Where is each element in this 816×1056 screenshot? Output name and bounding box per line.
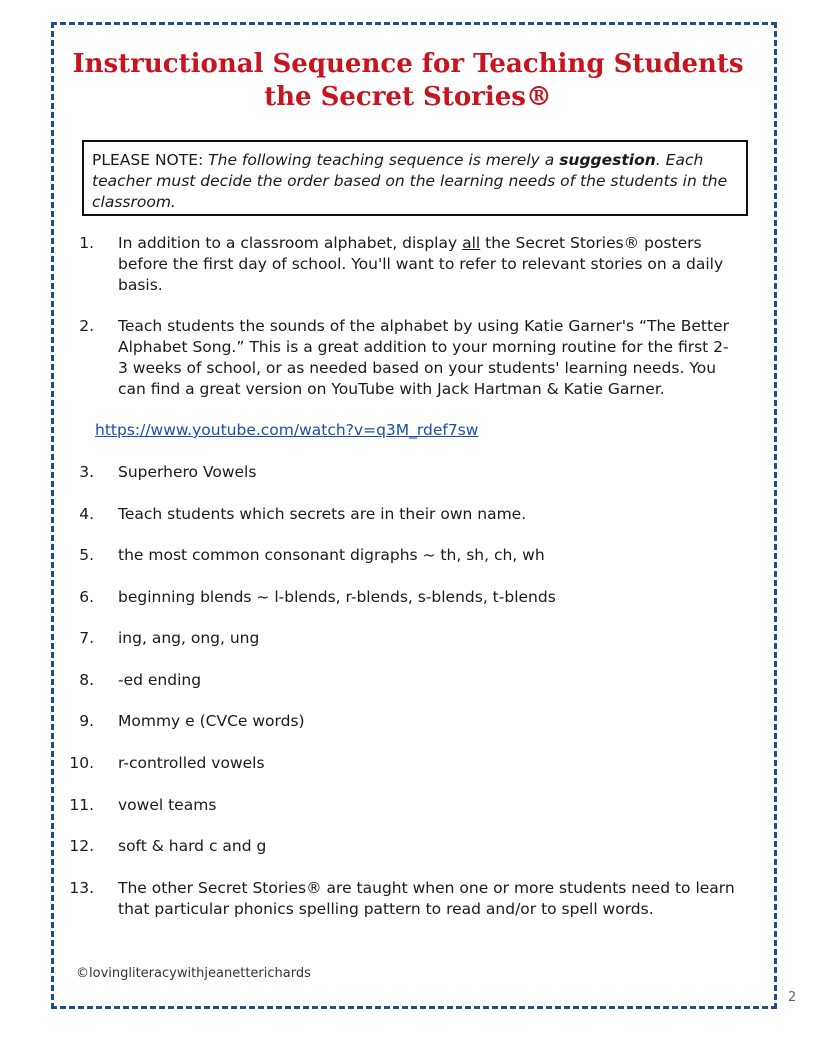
item-number: 6. — [79, 588, 94, 606]
note-box — [82, 140, 748, 216]
item-text: r-controlled vowels — [118, 754, 265, 772]
item-text: Superhero Vowels — [118, 463, 257, 481]
item-number: 4. — [79, 505, 94, 523]
item-number: 9. — [79, 712, 94, 730]
page-title — [0, 48, 816, 114]
item-text: Mommy e (CVCe words) — [118, 712, 305, 730]
note-text: The following teaching sequence is merely a — [208, 151, 555, 169]
item-number: 11. — [69, 796, 94, 814]
title-line-1: Instructional Sequence for Teaching Students — [72, 49, 744, 79]
item-text: ing, ang, ong, ung — [118, 629, 260, 647]
note-text-after: . Each teacher must decide the order based on the learning needs of the students in the classroom. — [92, 151, 728, 211]
item-number: 12. — [69, 837, 94, 855]
item-number: 8. — [79, 671, 94, 689]
item-text: beginning blends ~ l-blends, r-blends, s-blends, t-blends — [118, 588, 556, 606]
item-text: soft & hard c and g — [118, 837, 267, 855]
item-text: the most common consonant digraphs ~ th, sh, ch, wh — [118, 546, 545, 564]
item-text — [118, 233, 738, 296]
item-number: 7. — [79, 629, 94, 647]
underlined-word: all — [462, 234, 481, 252]
item-text-part: the Secret Stories® posters before the first day of school. You'll want to refer to relevant stories on a daily basis. — [118, 234, 724, 294]
note-emphasis: suggestion — [559, 151, 656, 169]
item-text: vowel teams — [118, 796, 217, 814]
item-number: 3. — [79, 463, 94, 481]
item-number: 5. — [79, 546, 94, 564]
copyright: ©lovingliteracywithjeanetterichards — [76, 966, 311, 981]
item-text: -ed ending — [118, 671, 202, 689]
item-number: 13. — [69, 879, 94, 897]
item-number: 1. — [79, 234, 94, 252]
item-number: 2. — [79, 317, 94, 335]
item-text: Teach students which secrets are in their own name. — [118, 505, 527, 523]
item-text-part: In addition to a classroom alphabet, display — [118, 234, 458, 252]
youtube-link[interactable]: https://www.youtube.com/watch?v=q3M_rdef7sw — [95, 421, 479, 439]
item-text: The other Secret Stories® are taught when one or more students need to learn that particular phonics spelling pattern to read and/or to spell words. — [118, 879, 735, 918]
page-number: 2 — [788, 990, 797, 1005]
note-label: PLEASE NOTE: — [92, 151, 204, 169]
item-number: 10. — [69, 754, 94, 772]
title-line-2: the Secret Stories® — [264, 82, 552, 112]
item-text: Teach students the sounds of the alphabet by using Katie Garner's “The Better Alphabet Song.” This is a great addition to your morning routine for the first 2-3 weeks of school, or as needed based on your students' learning needs. You can find a great version on YouTube with Jack Hartman & Katie Garner. — [118, 317, 729, 398]
